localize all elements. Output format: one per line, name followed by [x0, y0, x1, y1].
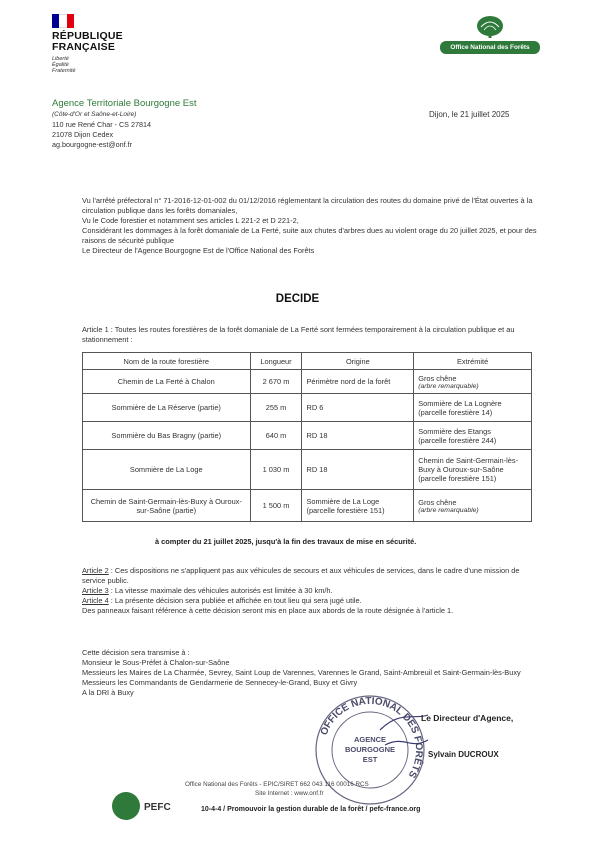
recipient-dri: A la DRI à Buxy — [82, 688, 134, 697]
route-length: 1 500 m — [250, 490, 302, 522]
decide-heading: DECIDE — [275, 293, 320, 305]
transmission-title: Cette décision sera transmise à : — [82, 648, 190, 657]
article-2-text: : Ces dispositions ne s'appliquent pas aux véhicules de secours et aux véhicules de services, dans le cadre d'une mission de service public. — [82, 566, 520, 585]
route-end-label: Sommière des Etangs — [418, 426, 491, 436]
article-4-label: Article 4 — [82, 596, 109, 605]
stamp-line1: AGENCE — [353, 735, 387, 744]
onf-stamp — [310, 690, 430, 810]
pefc-tree-icon — [112, 792, 140, 820]
route-origin: RD 18 — [302, 422, 414, 450]
preamble — [82, 196, 537, 256]
panels-text: Des panneaux faisant référence à cette décision seront mis en place aux abords de la route désignée à l'article 1. — [82, 606, 454, 615]
recipient-maires: Messieurs les Maires de La Charmée, Sevrey, Saint Loup de Varennes, Varennes le Grand, Saint-Ambreuil et Saint-Germain-lès-Buxy — [82, 668, 521, 677]
route-end-detail: (parcelle forestière 244) — [418, 435, 497, 445]
col-header-name: Nom de la route forestière — [83, 353, 251, 370]
document-date: Dijon, le 21 juillet 2025 — [429, 110, 510, 119]
col-header-origin: Origine — [302, 353, 414, 370]
col-header-end: Extrémité — [414, 353, 532, 370]
table-row — [83, 490, 532, 522]
motto-fraternite: Fraternité — [52, 68, 76, 74]
preamble-code: Vu le Code forestier et notamment ses articles L 221-2 et D 221-2, — [82, 216, 299, 225]
preamble-considerant: Considérant les dommages à la forêt domaniale de La Ferté, suite aux chutes d'arbres dues au violent orage du 20 juillet 2025, et pour des raisons de sécurité publique — [82, 226, 537, 245]
footer-pefc-line: 10-4-4 / Promouvoir la gestion durable de la forêt / pefc-france.org — [201, 806, 421, 813]
article-2 — [82, 566, 537, 586]
article-4 — [82, 596, 537, 606]
route-name: Chemin de La Ferté à Chalon — [83, 370, 251, 394]
stamp-line3: EST — [362, 755, 378, 764]
route-end — [414, 394, 532, 422]
route-origin-detail: (parcelle forestière 151) — [306, 505, 385, 515]
article-2-label: Article 2 — [82, 566, 109, 575]
motto-liberte: Liberté — [52, 56, 69, 62]
footer-siret: Office National des Forêts - EPIC/SIRET 662 043 116 00016 RCS — [185, 781, 369, 788]
motto-egalite: Égalité — [52, 62, 69, 68]
address-city: 21078 Dijon Cedex — [52, 130, 114, 139]
marianne-flag-icon — [52, 14, 74, 28]
article-3 — [82, 586, 537, 596]
article-1: Article 1 : Toutes les routes forestières de la forêt domaniale de La Ferté sont fermées temporairement à la circulation publique et au stationnement : — [82, 325, 515, 344]
rf-motto — [52, 56, 142, 74]
route-origin — [302, 490, 414, 522]
onf-name: Office National des Forêts — [440, 41, 540, 54]
col-header-length: Longueur — [250, 353, 302, 370]
route-name: Sommière du Bas Bragny (partie) — [83, 422, 251, 450]
rf-title — [52, 31, 142, 53]
route-end — [414, 490, 532, 522]
route-origin-label: Sommière de La Loge — [306, 496, 380, 506]
signature-name: Sylvain DUCROUX — [428, 750, 499, 759]
rf-title-line2: FRANÇAISE — [52, 41, 116, 53]
recipient-gendarmerie: Messieurs les Commandants de Gendarmerie de Sennecey-le-Grand, Buxy et Givry — [82, 678, 358, 687]
recipient-sous-prefet: Monsieur le Sous-Préfet à Chalon-sur-Saône — [82, 658, 230, 667]
route-length: 255 m — [250, 394, 302, 422]
table-row — [83, 394, 532, 422]
route-end — [414, 422, 532, 450]
route-end-detail: (parcelle forestière 14) — [418, 407, 493, 417]
effective-date-line: à compter du 21 juillet 2025, jusqu'à la fin des travaux de mise en sécurité. — [155, 537, 417, 546]
table-row — [83, 370, 532, 394]
route-end — [414, 370, 532, 394]
route-end-label: Chemin de Saint-Germain-lès-Buxy à Ouroux-sur-Saône — [418, 456, 519, 474]
table-row — [83, 422, 532, 450]
articles-block — [82, 566, 537, 616]
article-3-text: : La vitesse maximale des véhicules autorisés est limitée à 30 km/h. — [108, 586, 333, 595]
onf-tree-icon — [476, 15, 504, 39]
table-header-row — [83, 353, 532, 370]
route-end-detail: (parcelle forestière 151) — [418, 474, 497, 483]
route-name: Chemin de Saint-Germain-lès-Buxy à Ouroux-sur-Saône (partie) — [83, 490, 251, 522]
article-4-text: : La présente décision sera publiée et affichée en tout lieu qui sera jugé utile. — [108, 596, 362, 605]
route-length: 2 670 m — [250, 370, 302, 394]
route-end-label: Gros chêne — [418, 373, 457, 383]
route-end — [414, 450, 532, 490]
onf-logo — [440, 15, 540, 57]
preamble-directeur: Le Directeur de l'Agence Bourgogne Est de l'Office National des Forêts — [82, 246, 315, 255]
route-length: 640 m — [250, 422, 302, 450]
agency-address — [52, 110, 151, 150]
agency-subtitle: (Côte-d'Or et Saône-et-Loire) — [52, 111, 137, 118]
preamble-arrete: Vu l'arrêté préfectoral n° 71-2016-12-01-002 du 01/12/2016 réglementant la circulation des routes du domaine privé de l'État ouvertes à la circulation publique dans les forêts domaniales, — [82, 196, 533, 215]
route-end-label: Sommière de La Lognère — [418, 398, 502, 408]
signature-title: Le Directeur d'Agence, — [421, 713, 514, 723]
route-end-label: Gros chêne — [418, 497, 457, 507]
route-length: 1 030 m — [250, 450, 302, 490]
pefc-logo — [108, 790, 180, 826]
rf-title-line1: RÉPUBLIQUE — [52, 30, 123, 42]
pefc-text: PEFC — [144, 802, 171, 813]
table-row — [83, 450, 532, 490]
stamp-line2: BOURGOGNE — [344, 745, 396, 754]
route-origin: Périmètre nord de la forêt — [302, 370, 414, 394]
route-origin: RD 6 — [302, 394, 414, 422]
route-end-detail: (arbre remarquable) — [418, 506, 479, 514]
agency-email: ag.bourgogne-est@onf.fr — [52, 140, 133, 149]
routes-table — [82, 352, 532, 522]
article-3-label: Article 3 — [82, 586, 109, 595]
route-origin: RD 18 — [302, 450, 414, 490]
footer-website: Site Internet : www.onf.fr — [255, 790, 324, 797]
route-name: Sommière de La Réserve (partie) — [83, 394, 251, 422]
route-name: Sommière de La Loge — [83, 450, 251, 490]
agency-name: Agence Territoriale Bourgogne Est — [52, 98, 197, 109]
address-street: 110 rue René Char - CS 27814 — [52, 120, 151, 129]
route-end-detail: (arbre remarquable) — [418, 382, 479, 390]
republique-francaise-logo — [52, 14, 142, 74]
stamp-ring-text: OFFICE NATIONAL DES FORÊTS — [318, 695, 425, 780]
